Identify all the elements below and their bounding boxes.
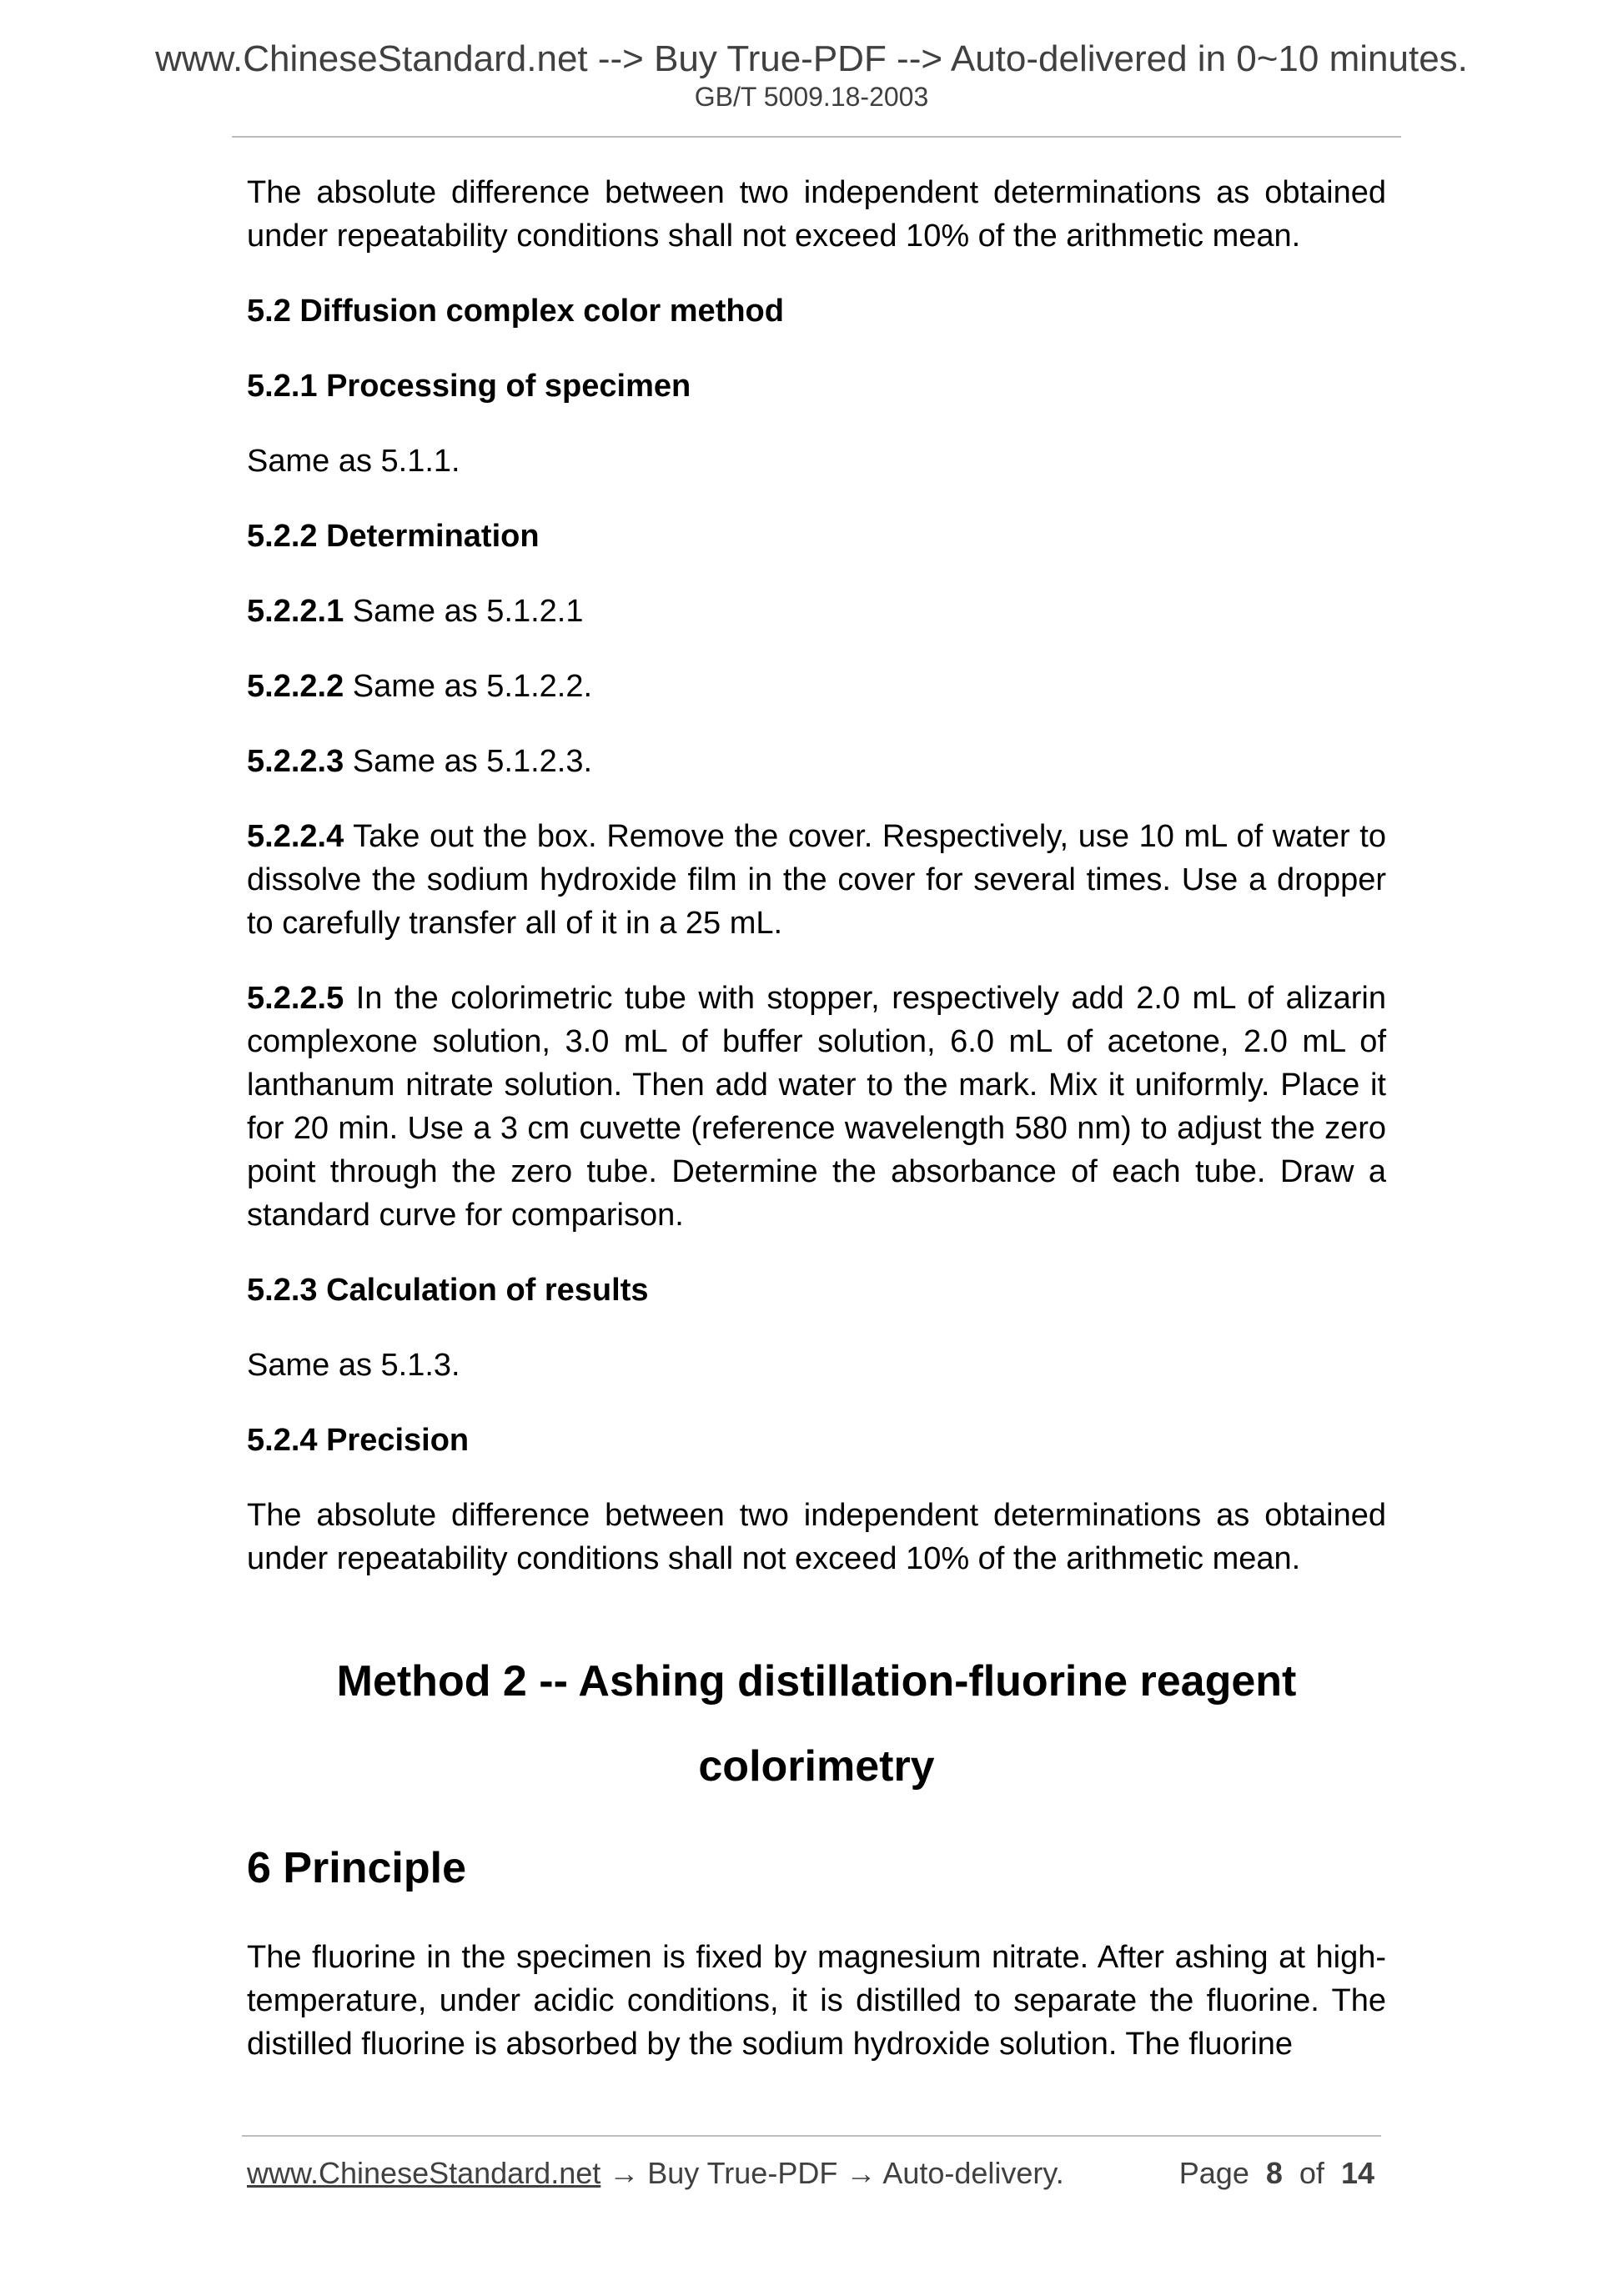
heading-5-2-1: 5.2.1 Processing of specimen [247, 369, 691, 404]
paragraph-5-2-1: Same as 5.1.1. [247, 444, 460, 479]
footer-promo [247, 2155, 1064, 2192]
clause-number: 5.2.2.1 [247, 594, 344, 629]
method-title-line-2: colorimetry [698, 1742, 935, 1791]
page-label: Page [1178, 2156, 1249, 2190]
clause-5-2-2-4 [247, 815, 1386, 945]
heading-5-2-3: 5.2.3 Calculation of results [247, 1273, 649, 1308]
total-page-count: 14 [1340, 2156, 1374, 2190]
standard-number: GB/T 5009.18-2003 [694, 82, 929, 112]
site-banner: www.ChineseStandard.net --> Buy True-PDF --> Auto-delivered in 0~10 minutes. [155, 38, 1468, 79]
heading-5-2-2: 5.2.2 Determination [247, 519, 540, 554]
document-body [247, 171, 1386, 2098]
method-title [247, 1639, 1386, 1809]
page-indicator [1179, 2155, 1374, 2192]
clause-5-2-2-2 [247, 665, 1386, 708]
heading-6: 6 Principle [247, 1844, 466, 1892]
paragraph-5-2-3: Same as 5.1.3. [247, 1348, 460, 1383]
method-title-line-1: Method 2 -- Ashing distillation-fluorine reagent [336, 1657, 1297, 1706]
clause-5-2-2-1 [247, 590, 1386, 633]
current-page-number: 8 [1265, 2156, 1283, 2190]
clause-number: 5.2.2.4 [247, 819, 344, 854]
paragraph-6: The fluorine in the specimen is fixed by magnesium nitrate. After ashing at high-temperature, under acidic conditions, it is distilled to separate the fluorine. The distilled fluorine is absorbed by the sodium hydroxide solution. The fluorine [247, 1940, 1386, 2062]
clause-number: 5.2.2.5 [247, 981, 344, 1016]
clause-text: Same as 5.1.2.1 [344, 594, 584, 629]
clause-text: Same as 5.1.2.3. [344, 744, 593, 779]
paragraph-5-2-4: The absolute difference between two independent determinations as obtained under repeatability conditions shall not exceed 10% of the arithmetic mean. [247, 1498, 1386, 1576]
footer-promo-text: → Buy True-PDF → Auto-delivery. [600, 2156, 1064, 2190]
clause-text: Take out the box. Remove the cover. Respectively, use 10 mL of water to dissolve the sodium hydroxide film in the cover for several times. Use a dropper to carefully transfer all of it in a 25 mL. [247, 819, 1386, 941]
clause-number: 5.2.2.2 [247, 669, 344, 704]
header-rule [232, 136, 1401, 138]
heading-5-2-4: 5.2.4 Precision [247, 1423, 470, 1458]
clause-5-2-2-5 [247, 977, 1386, 1237]
clause-number: 5.2.2.3 [247, 744, 344, 779]
footer-site-link[interactable]: www.ChineseStandard.net [247, 2156, 601, 2190]
page-of-label: of [1299, 2156, 1324, 2190]
clause-text: In the colorimetric tube with stopper, respectively add 2.0 mL of alizarin complexone solution, 3.0 mL of buffer solution, 6.0 mL of acetone, 2.0 mL of lanthanum nitrate solution. Then add water to the mark. Mix it uniformly. Place it for 20 min. Use a 3 cm cuvette (reference wavelength 580 nm) to adjust the zero point through the zero tube. Determine the absorbance of each tube. Draw a standard curve for comparison. [247, 981, 1386, 1233]
footer-rule [242, 2135, 1381, 2137]
heading-5-2: 5.2 Diffusion complex color method [247, 294, 784, 329]
clause-text: Same as 5.1.2.2. [344, 669, 593, 704]
precision-paragraph-5-1: The absolute difference between two independent determinations as obtained under repeatability conditions shall not exceed 10% of the arithmetic mean. [247, 175, 1386, 254]
clause-5-2-2-3 [247, 740, 1386, 783]
